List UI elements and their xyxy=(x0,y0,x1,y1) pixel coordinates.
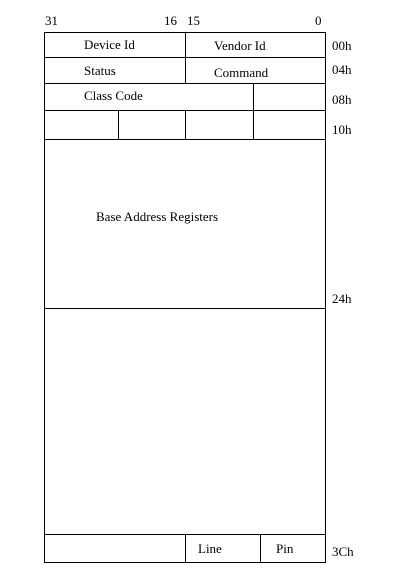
field-command: Command xyxy=(214,65,269,80)
field-base-address-registers: Base Address Registers xyxy=(96,209,219,224)
col-divider-row08 xyxy=(253,83,254,110)
field-class-code: Class Code xyxy=(84,88,143,103)
col-divider-row10-b xyxy=(185,110,186,139)
col-divider-row10-a xyxy=(118,110,119,139)
col-divider-row3C-b xyxy=(260,534,261,563)
offset-00h: 00h xyxy=(332,38,352,53)
bit-label-31: 31 xyxy=(45,13,58,28)
row-divider-24h xyxy=(44,308,326,309)
offset-08h: 08h xyxy=(332,92,352,107)
field-pin: Pin xyxy=(276,541,294,556)
field-status: Status xyxy=(84,63,116,78)
bit-label-16: 16 xyxy=(164,13,177,28)
field-vendor-id: Vendor Id xyxy=(214,38,266,53)
offset-04h: 04h xyxy=(332,62,352,77)
col-divider-row10-c xyxy=(253,110,254,139)
offset-10h: 10h xyxy=(332,122,352,137)
bit-label-0: 0 xyxy=(315,13,322,28)
col-divider-row3C-a xyxy=(185,534,186,563)
row-divider-08h xyxy=(44,83,326,84)
field-device-id: Device Id xyxy=(84,37,135,52)
offset-24h: 24h xyxy=(332,291,352,306)
col-divider-row00-04 xyxy=(185,32,186,83)
row-divider-bar-top xyxy=(44,139,326,140)
offset-3Ch: 3Ch xyxy=(332,544,354,559)
bit-label-15: 15 xyxy=(187,13,200,28)
field-line: Line xyxy=(198,541,222,556)
